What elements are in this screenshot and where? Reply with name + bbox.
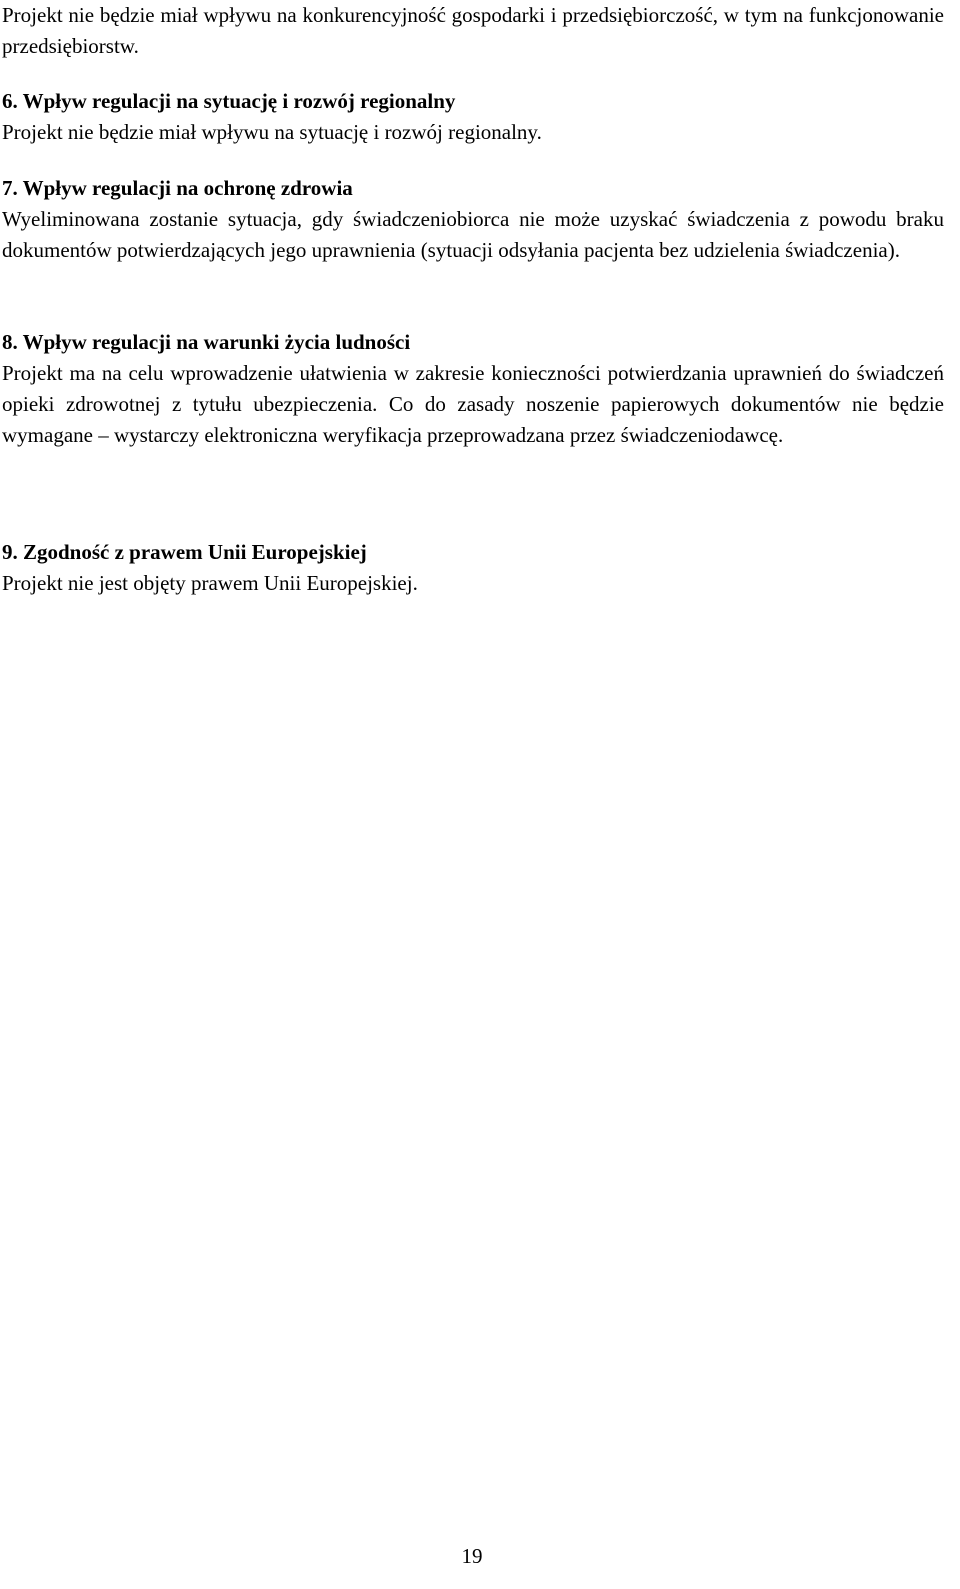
- section-9: [2, 537, 944, 599]
- section-7-body: Wyeliminowana zostanie sytuacja, gdy świadczeniobiorca nie może uzyskać świadczenia z powodu braku dokumentów potwierdzających jego uprawnienia (sytuacji odsyłania pacjenta bez udzielenia świadczenia).: [2, 207, 944, 262]
- section-8-heading: 8. Wpływ regulacji na warunki życia ludności: [2, 330, 411, 354]
- intro-paragraph: [2, 0, 944, 62]
- section-6-heading: 6. Wpływ regulacji na sytuację i rozwój regionalny: [2, 89, 456, 113]
- section-6-body: Projekt nie będzie miał wpływu na sytuację i rozwój regionalny.: [2, 120, 542, 144]
- section-8-body: Projekt ma na celu wprowadzenie ułatwienia w zakresie konieczności potwierdzania uprawnień do świadczeń opieki zdrowotnej z tytułu ubezpieczenia. Co do zasady noszenie papierowych dokumentów nie będzie wymagane – wystarczy elektroniczna weryfikacja przeprowadzana przez świadczeniodawcę.: [2, 361, 944, 447]
- section-9-body: Projekt nie jest objęty prawem Unii Europejskiej.: [2, 571, 418, 595]
- section-6: [2, 86, 944, 148]
- page-number: 19: [461, 1544, 483, 1568]
- intro-text: Projekt nie będzie miał wpływu na konkurencyjność gospodarki i przedsiębiorczość, w tym na funkcjonowanie przedsiębiorstw.: [2, 3, 944, 58]
- section-9-heading: 9. Zgodność z prawem Unii Europejskiej: [2, 540, 367, 564]
- section-8: [2, 327, 944, 451]
- section-7-heading: 7. Wpływ regulacji na ochronę zdrowia: [2, 176, 353, 200]
- section-7: [2, 173, 944, 266]
